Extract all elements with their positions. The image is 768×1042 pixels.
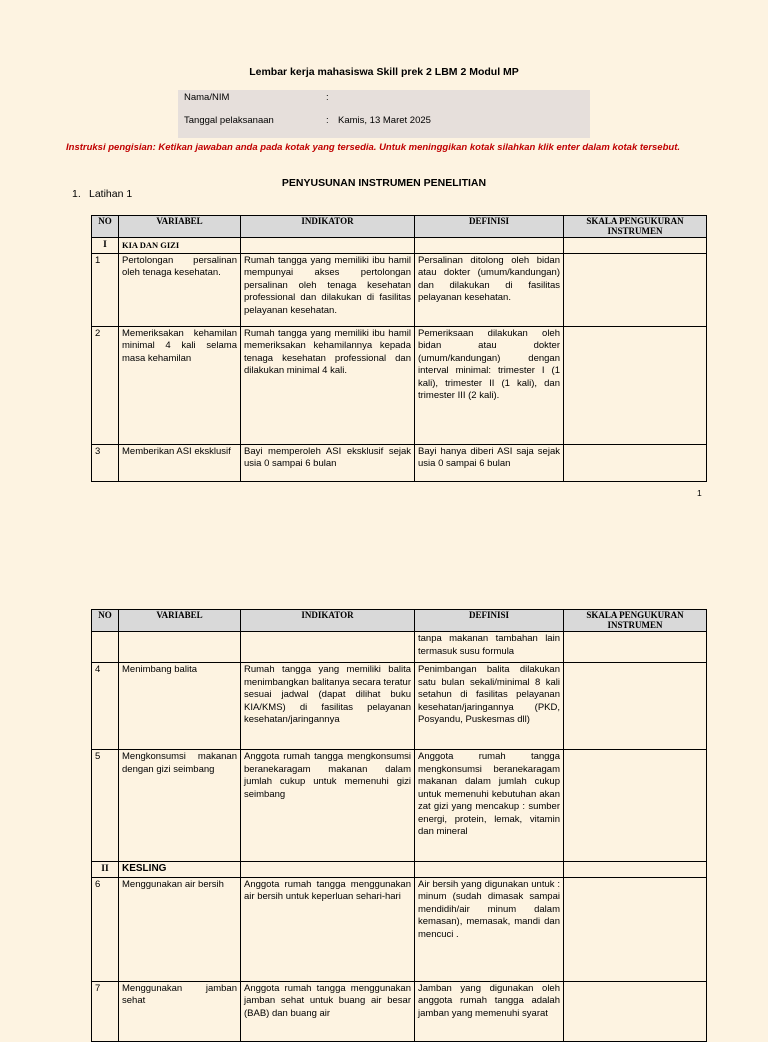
section-row [92,238,707,254]
header-definisi: DEFINISI [415,610,564,632]
header-indikator: INDIKATOR [241,610,415,632]
row-no: 6 [92,877,119,981]
header-variabel: VARIABEL [119,610,241,632]
table-row [92,981,707,1041]
exercise-label: Latihan 1 [89,188,133,200]
empty-cell[interactable] [241,862,415,878]
indikator-cell: Rumah tangga yang memiliki balita menimbangkan balitanya secara teratur sesuai jadwal (dapat dilihat buku KIA/KMS) di fasilitas pelayanan kesehatan/jaringannya [241,663,415,750]
definisi-cell: Anggota rumah tangga mengkonsumsi beranekaragam makanan dalam jumlah cukup untuk memenuhi kebutuhan akan zat gizi yang mencakup : sumber energi, protein, lemak, vitamin dan mineral [415,750,564,862]
table-row [92,326,707,444]
row-no: 7 [92,981,119,1041]
definisi-cell: Penimbangan balita dilakukan satu bulan sekali/minimal 8 kali setahun di fasilitas pelayanan kesehatan/jaringannya (PKD, Posyandu, Puskesmas dll) [415,663,564,750]
skala-answer-cell[interactable] [564,981,707,1041]
row-no: 4 [92,663,119,750]
variabel-cell: Pertolongan persalinan oleh tenaga kesehatan. [119,253,241,326]
empty-cell[interactable] [564,862,707,878]
indikator-cell: Rumah tangga yang memiliki ibu hamil memeriksakan kehamilannya kepada tenaga kesehatan professional dan dilakukan minimal 4 kali. [241,326,415,444]
row-no: 5 [92,750,119,862]
section-title: PENYUSUNAN INSTRUMEN PENELITIAN [281,177,487,189]
variabel-cell: Menggunakan jamban sehat [119,981,241,1041]
definisi-cell: Persalinan ditolong oleh bidan atau dokter (umum/kandungan) dan dilakukan di fasilitas pelayanan kesehatan. [415,253,564,326]
table-row [92,663,707,750]
instrument-table-page2 [91,609,707,1042]
empty-cell [241,632,415,663]
section-name: KIA DAN GIZI [119,238,241,254]
skala-answer-cell[interactable] [564,326,707,444]
section-name: KESLING [119,862,241,878]
definisi-cell: Air bersih yang digunakan untuk : minum (sudah dimasak sampai mendidih/air minum dalam kemasan), memasak, mandi dan mencuci . [415,877,564,981]
header-no: NO [92,610,119,632]
variabel-cell: Memberikan ASI eksklusif [119,444,241,481]
indikator-cell: Bayi memperoleh ASI eksklusif sejak usia 0 sampai 6 bulan [241,444,415,481]
page-number: 1 [697,488,702,498]
empty-cell [119,632,241,663]
section-row [92,862,707,878]
table-header-row [92,610,707,632]
skala-answer-cell[interactable] [564,632,707,663]
definisi-cell: Bayi hanya diberi ASI saja sejak usia 0 sampai 6 bulan [415,444,564,481]
table-row [92,877,707,981]
table-row [92,750,707,862]
definisi-continuation-cell: tanpa makanan tambahan lain termasuk susu formula [415,632,564,663]
row-no: 2 [92,326,119,444]
indikator-cell: Rumah tangga yang memiliki ibu hamil mempunyai akses pertolongan persalinan oleh tenaga kesehatan professional dan dilakukan di fasilitas pelayanan kesehatan. [241,253,415,326]
header-no: NO [92,216,119,238]
empty-cell[interactable] [415,238,564,254]
row-no: 1 [92,253,119,326]
date-label: Tanggal pelaksanaan [184,115,274,126]
exercise-number: 1. [72,188,81,200]
skala-answer-cell[interactable] [564,750,707,862]
exercise-heading [72,188,132,200]
header-skala: SKALA PENGUKURAN INSTRUMEN [564,610,707,632]
header-skala: SKALA PENGUKURAN INSTRUMEN [564,216,707,238]
section-number: II [92,862,119,878]
row-no: 3 [92,444,119,481]
name-separator: : [326,92,329,103]
table-header-row [92,216,707,238]
indikator-cell: Anggota rumah tangga mengkonsumsi beranekaragam makanan dalam jumlah cukup untuk memenuhi gizi seimbang [241,750,415,862]
empty-cell[interactable] [241,238,415,254]
instruction-text: Instruksi pengisian: Ketikan jawaban anda pada kotak yang tersedia. Untuk meninggikan kotak silahkan klik enter dalam kotak tersebut. [66,142,680,153]
date-field[interactable]: Kamis, 13 Maret 2025 [338,115,431,126]
empty-cell[interactable] [415,862,564,878]
variabel-cell: Memeriksakan kehamilan minimal 4 kali selama masa kehamilan [119,326,241,444]
header-definisi: DEFINISI [415,216,564,238]
header-indikator: INDIKATOR [241,216,415,238]
section-number: I [92,238,119,254]
variabel-cell: Menimbang balita [119,663,241,750]
definisi-cell: Pemeriksaan dilakukan oleh bidan atau dokter (umum/kandungan) dengan interval minimal: trimester I (1 kali), trimester II (1 kali), dan trimester III (2 kali). [415,326,564,444]
name-row [184,92,338,103]
variabel-cell: Menggunakan air bersih [119,877,241,981]
definisi-cell: Jamban yang digunakan oleh anggota rumah tangga adalah jamban yang memenuhi syarat [415,981,564,1041]
indikator-cell: Anggota rumah tangga menggunakan jamban sehat untuk buang air besar (BAB) dan buang air [241,981,415,1041]
skala-answer-cell[interactable] [564,253,707,326]
continuation-row [92,632,707,663]
empty-cell[interactable] [564,238,707,254]
table-row [92,444,707,481]
table-row [92,253,707,326]
indikator-cell: Anggota rumah tangga menggunakan air bersih untuk keperluan sehari-hari [241,877,415,981]
header-variabel: VARIABEL [119,216,241,238]
date-separator: : [326,115,329,126]
date-row [184,115,431,126]
variabel-cell: Mengkonsumsi makanan dengan gizi seimbang [119,750,241,862]
document-title: Lembar kerja mahasiswa Skill prek 2 LBM 2 Modul MP [249,66,519,78]
student-info-box [178,90,590,138]
skala-answer-cell[interactable] [564,877,707,981]
name-label: Nama/NIM [184,92,230,103]
empty-cell [92,632,119,663]
skala-answer-cell[interactable] [564,663,707,750]
instrument-table-page1 [91,215,707,482]
skala-answer-cell[interactable] [564,444,707,481]
